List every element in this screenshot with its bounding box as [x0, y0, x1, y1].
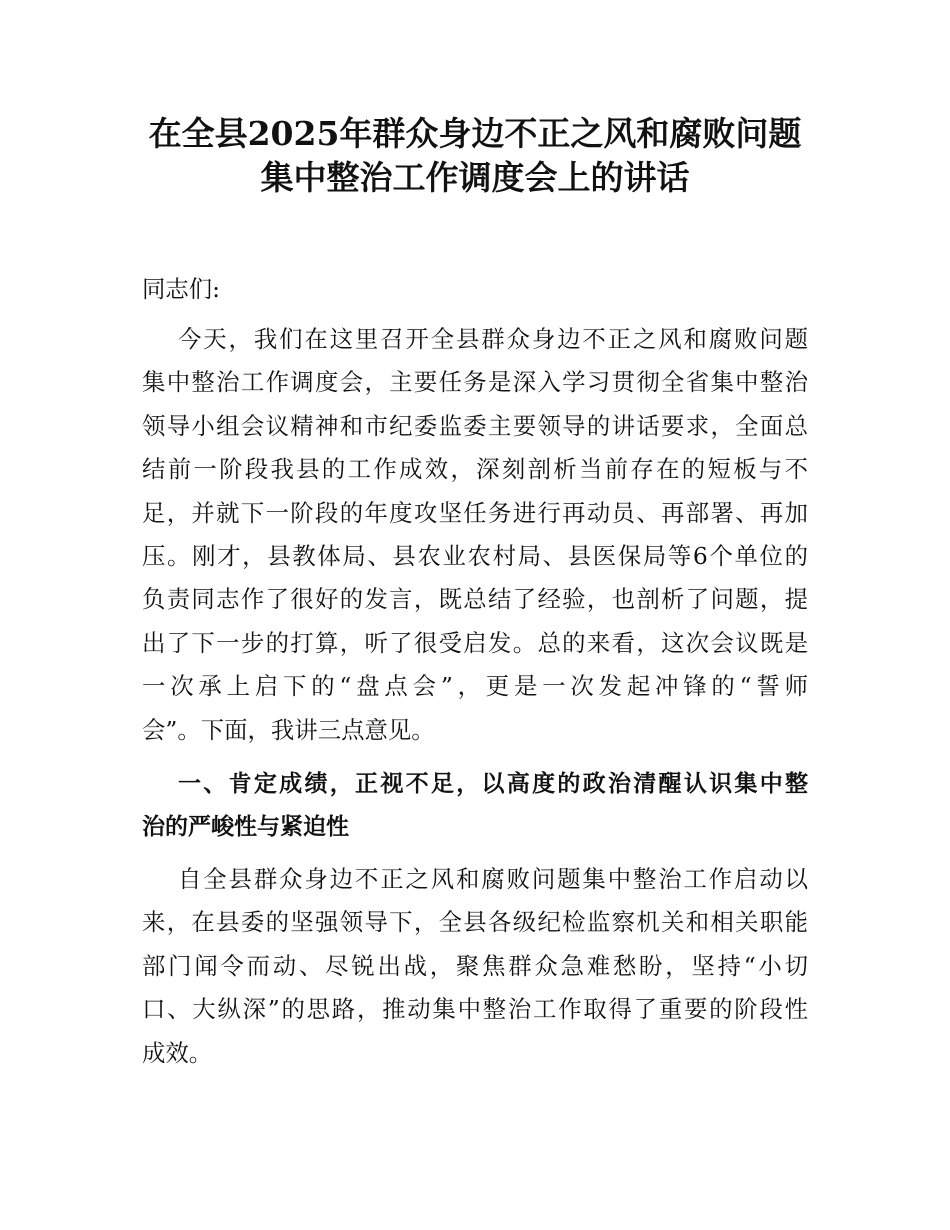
text-line: 出了下一步的打算，听了很受启发。总的来看，这次会议既是: [142, 628, 808, 657]
text-line: 领导小组会议精神和市纪委监委主要领导的讲话要求，全面总: [142, 411, 808, 440]
text-line: 自全县群众身边不正之风和腐败问题集中整治工作启动以: [178, 865, 808, 893]
heading-line: 一、肯定成绩，正视不足，以高度的政治清醒认识集中整: [178, 771, 808, 797]
title-line: 集中整治工作调度会上的讲话: [260, 158, 690, 197]
paragraph-achievements: [142, 858, 808, 1075]
paragraph-intro: [142, 318, 808, 752]
text-line: 口、大纵深”的思路，推动集中整治工作取得了重要的阶段性: [142, 995, 808, 1024]
text-line: 结前一阶段我县的工作成效，深刻剖析当前存在的短板与不: [142, 455, 808, 484]
text-line: 今天，我们在这里召开全县群众身边不正之风和腐败问题: [178, 325, 808, 353]
section-heading-1: [142, 763, 808, 850]
text-line: 来，在县委的坚强领导下，全县各级纪检监察机关和相关职能: [142, 908, 808, 937]
text-line: 部门闻令而动、尽锐出战，聚焦群众急难愁盼，坚持“小切: [142, 951, 808, 980]
text-line: 成效。: [142, 1038, 213, 1067]
greeting-text: 同志们:: [142, 275, 221, 303]
text-line: 一次承上启下的“盘点会”，更是一次发起冲锋的“誓师: [142, 672, 808, 701]
text-line: 压。刚才，县教体局、县农业农村局、县医保局等6个单位的: [142, 541, 808, 570]
greeting: [142, 268, 808, 311]
text-line: 足，并就下一阶段的年度攻坚任务进行再动员、再部署、再加: [142, 498, 808, 527]
text-line: 负责同志作了很好的发言，既总结了经验，也剖析了问题，提: [142, 585, 808, 614]
text-line: 会”。下面，我讲三点意见。: [142, 715, 435, 744]
title-line: 在全县2025年群众身边不正之风和腐败问题: [148, 114, 802, 153]
text-line: 集中整治工作调度会，主要任务是深入学习贯彻全省集中整治: [142, 368, 808, 397]
heading-line: 治的严峻性与紧迫性: [142, 814, 349, 841]
document-title: [120, 112, 830, 200]
